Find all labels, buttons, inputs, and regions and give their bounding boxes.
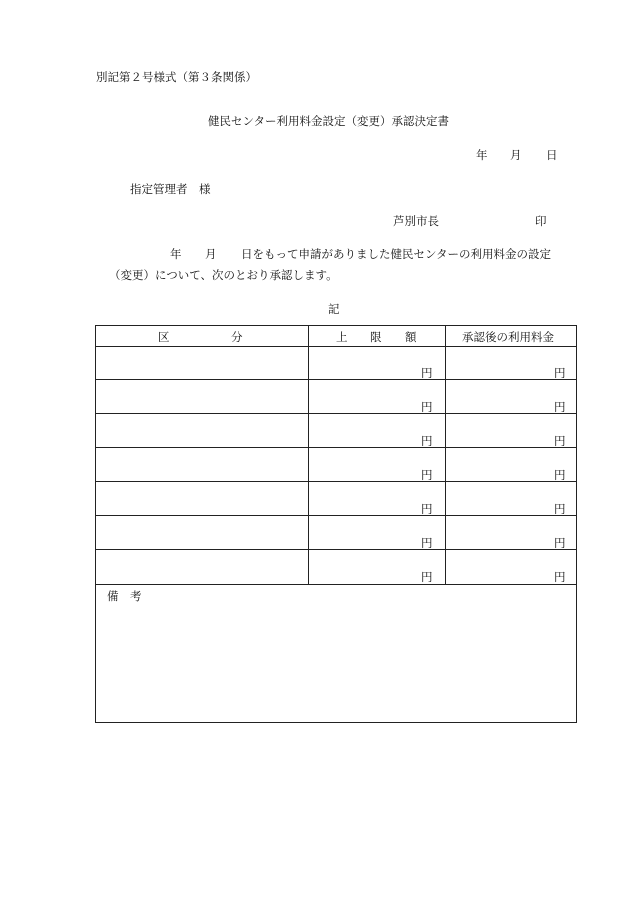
limit-unit: 円	[421, 570, 433, 584]
header-limit-1: 上	[336, 330, 348, 344]
body-year: 年	[170, 247, 182, 261]
row-divider	[96, 515, 576, 516]
row-divider	[96, 346, 576, 347]
limit-unit: 円	[421, 400, 433, 414]
approved-unit: 円	[554, 366, 566, 380]
body-line1: 日をもって申請がありました健民センターの利用料金の設定	[241, 247, 552, 261]
row-divider	[96, 413, 576, 414]
document-title: 健民センター利用料金設定（変更）承認決定書	[208, 114, 450, 128]
issuer: 芦別市長	[393, 214, 439, 228]
limit-unit: 円	[421, 502, 433, 516]
fee-table	[95, 325, 577, 723]
limit-unit: 円	[421, 468, 433, 482]
column-divider	[445, 326, 446, 584]
approved-unit: 円	[554, 434, 566, 448]
limit-unit: 円	[421, 366, 433, 380]
header-kubun-1: 区	[158, 330, 170, 344]
limit-unit: 円	[421, 536, 433, 550]
body-line2: （変更）について、次のとおり承認します。	[109, 268, 338, 282]
header-approved-fee: 承認後の利用料金	[462, 330, 554, 344]
row-divider	[96, 379, 576, 380]
approved-unit: 円	[554, 400, 566, 414]
seal: 印	[535, 214, 547, 228]
form-label: 別記第２号様式（第３条関係）	[96, 70, 257, 84]
row-divider	[96, 481, 576, 482]
body-month: 月	[205, 247, 217, 261]
row-divider	[96, 584, 576, 585]
date-month: 月	[510, 148, 522, 162]
limit-unit: 円	[421, 434, 433, 448]
approved-unit: 円	[554, 502, 566, 516]
ki-label: 記	[328, 302, 340, 316]
approved-unit: 円	[554, 468, 566, 482]
approved-unit: 円	[554, 536, 566, 550]
date-year: 年	[476, 148, 488, 162]
remarks-label: 備 考	[107, 589, 142, 603]
header-limit-2: 限	[370, 330, 382, 344]
row-divider	[96, 549, 576, 550]
column-divider	[308, 326, 309, 584]
header-limit-3: 額	[405, 330, 417, 344]
header-kubun-2: 分	[231, 330, 243, 344]
approved-unit: 円	[554, 570, 566, 584]
date-day: 日	[546, 148, 558, 162]
row-divider	[96, 447, 576, 448]
recipient: 指定管理者 様	[130, 182, 211, 196]
